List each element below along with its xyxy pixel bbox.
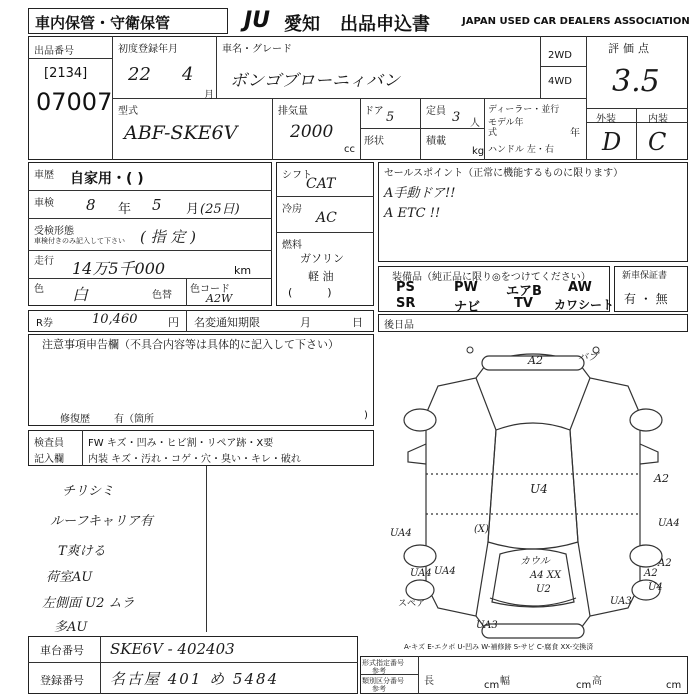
mileage-value: 14万5千000 — [72, 259, 166, 278]
load-unit: kg — [472, 146, 485, 157]
registration-month-unit: 月 — [204, 90, 214, 101]
ac-label: 冷房 — [282, 204, 302, 215]
damage-mark: UA3 — [610, 596, 632, 607]
remark-line: 荷室AU — [46, 570, 93, 585]
remark-line: ルーフキャリア有 — [50, 514, 153, 529]
fuel-label: 燃料 — [282, 240, 302, 251]
damage-mark: A4 XX — [530, 570, 562, 581]
color-value: 白 — [72, 285, 89, 304]
storage-label: 車内保管・守衛保管 — [28, 8, 228, 34]
equipment-sr: SR — [396, 296, 416, 311]
length-unit: cm — [484, 680, 500, 691]
chassis-value: SKE6V - 402403 — [110, 640, 235, 658]
width-unit: cm — [576, 680, 592, 691]
fuel-other: ( ) — [288, 286, 332, 299]
inspection-month: 5 — [152, 196, 162, 214]
damage-mark: バブ — [578, 352, 598, 363]
equipment-seat: カワシート — [554, 298, 615, 312]
remark-line: チリシミ — [62, 484, 115, 499]
name-change-month: 月 — [300, 316, 311, 329]
damage-legend: A-キズ E-エクボ U-凹み W-補修跡 S-サビ C-腐食 XX-交換済 — [404, 643, 594, 651]
capacity-unit: 人 — [470, 118, 480, 129]
inspector-interior-options: 内装 キズ・汚れ・コゲ・穴・臭い・キレ・破れ — [88, 454, 301, 465]
chassis-label: 車台番号 — [40, 644, 84, 657]
receiving-note: 車検付きのみ記入して下さい — [34, 237, 125, 245]
damage-mark: (X) — [474, 524, 489, 535]
equipment-label: 装備品（純正品に限り◎をつけてください） — [392, 272, 591, 283]
handle-label: ハンドル 左・右 — [488, 145, 554, 155]
equipment-aw: AW — [568, 280, 592, 295]
r-ticket-value: 10,460 — [92, 312, 138, 327]
damage-mark: カウル — [520, 556, 550, 567]
inspection-label: 車検 — [34, 198, 54, 209]
load-label: 積載 — [426, 136, 446, 147]
displacement-label: 排気量 — [278, 106, 308, 117]
interior-grade: C — [648, 128, 667, 156]
damage-mark: A2 — [658, 558, 672, 569]
displacement-unit: cc — [344, 144, 355, 155]
damage-mark: A2 — [528, 354, 543, 367]
mileage-label: 走行 — [34, 256, 54, 267]
inspection-day: (25日) — [200, 202, 240, 217]
r-ticket-unit: 円 — [168, 316, 179, 329]
registration-month: 4 — [182, 64, 194, 85]
history-label: 車歴 — [34, 170, 54, 181]
color-label: 色 — [34, 284, 44, 295]
interior-label: 内装 — [648, 114, 668, 125]
damage-mark: UA3 — [476, 620, 498, 631]
sales-point-item: A ETC !! — [384, 206, 441, 221]
shape-label: 形状 — [364, 136, 384, 147]
repair-history-value: 有（箇所 — [114, 414, 154, 425]
height-label: 高 — [592, 676, 602, 687]
receiving-value: ( 指 定 ) — [140, 228, 197, 246]
lot-number: 07007 — [36, 88, 113, 116]
form-title: 出品申込書 — [340, 14, 430, 35]
inspector-exterior-options: FW キズ・凹み・ヒビ割・リペア跡・X要 — [88, 438, 274, 449]
model-year-unit: 年 — [570, 128, 580, 139]
remark-line: T爽ける — [58, 544, 106, 559]
ju-logo: JU — [244, 8, 271, 33]
later-items-block — [378, 314, 688, 332]
equipment-pw: PW — [454, 280, 478, 295]
equipment-ps: PS — [396, 280, 415, 295]
sales-point-item: A手動ドア!! — [384, 186, 456, 201]
class-ref-label: 参考 — [372, 685, 386, 693]
score-value: 3.5 — [612, 64, 660, 99]
2wd-option: 2WD — [548, 50, 572, 61]
damage-mark: U2 — [536, 584, 551, 595]
doors-label: ドア — [364, 106, 384, 117]
damage-mark: U4 — [530, 482, 548, 496]
width-label: 幅 — [500, 676, 510, 687]
equipment-tv: TV — [514, 296, 533, 311]
class-number-label: 類別区分番号 — [362, 677, 404, 685]
spare-label: スペア — [398, 599, 426, 609]
damage-mark: A2 — [644, 568, 658, 579]
repair-history-label: 修復歴 — [60, 414, 90, 425]
spec-number-label: 形式指定番号 — [362, 659, 404, 667]
r-ticket-label: R券 — [36, 318, 53, 329]
ac-value: AC — [316, 210, 337, 226]
name-change-label: 名変通知期限 — [194, 316, 260, 329]
inspection-year-unit: 年 — [118, 202, 132, 217]
shift-value: CAT — [306, 176, 336, 192]
damage-mark: UA4 — [410, 568, 432, 579]
brand-name: 愛知 — [284, 14, 320, 35]
shift-label: シフト — [282, 170, 312, 181]
remark-line: 多AU — [54, 620, 88, 635]
registration-year: 22 — [128, 64, 151, 85]
inspector-entry-label: 記入欄 — [34, 454, 64, 465]
damage-mark: A2 — [654, 472, 669, 485]
fuel-diesel: 軽 油 — [308, 270, 334, 283]
doors-value: 5 — [386, 110, 395, 125]
inspection-year: 8 — [86, 196, 96, 214]
lot-label: 出品番号 — [34, 46, 74, 57]
capacity-label: 定員 — [426, 106, 446, 117]
remark-line: 左側面 U2 ムラ — [42, 596, 135, 611]
equipment-navi: ナビ — [454, 300, 481, 315]
car-name-value: ボンゴブローニィバン — [230, 71, 400, 91]
inspection-month-unit: 月 — [186, 202, 200, 217]
warranty-label: 新車保証書 — [622, 271, 668, 281]
notes-label: 注意事項申告欄（不具合内容等は具体的に記入して下さい） — [42, 338, 339, 351]
dealer-label: ディーラー・並行 — [488, 105, 560, 115]
model-label: 型式 — [118, 106, 138, 117]
later-items-label: 後日品 — [384, 320, 414, 331]
damage-mark: UA4 — [390, 528, 412, 539]
car-name-label: 車名・グレード — [222, 44, 292, 55]
exterior-grade: D — [602, 128, 622, 156]
height-unit: cm — [666, 680, 682, 691]
plate-value: 名古屋 401 め 5484 — [110, 670, 280, 688]
exterior-label: 外装 — [596, 114, 616, 125]
registration-label: 初度登録年月 — [118, 44, 178, 55]
score-label: 評価点 — [608, 42, 653, 55]
name-change-day: 日 — [352, 316, 363, 329]
equipment-airbag: エアB — [506, 284, 542, 299]
damage-mark: U4 — [648, 582, 663, 593]
damage-mark: UA4 — [434, 566, 456, 577]
sales-points-label: セールスポイント（正常に機能するものに限ります） — [384, 168, 624, 179]
lot-sub-number: [2134] — [44, 66, 88, 81]
displacement-value: 2000 — [290, 122, 334, 142]
association-name: JAPAN USED CAR DEALERS ASSOCIATION — [462, 16, 690, 27]
length-label: 長 — [424, 676, 434, 687]
4wd-option: 4WD — [548, 76, 572, 87]
warranty-value: 有 ・ 無 — [624, 292, 668, 306]
fuel-gasoline: ガソリン — [300, 252, 344, 265]
color-change-label: 色替 — [152, 290, 172, 301]
model-year-label: モデル年式 — [488, 118, 524, 138]
plate-label: 登録番号 — [40, 674, 84, 687]
spec-block — [360, 656, 688, 694]
model-value: ABF-SKE6V — [124, 122, 238, 144]
history-value: 自家用・( ) — [70, 171, 144, 187]
inspector-label: 検査員 — [34, 438, 64, 449]
damage-mark: UA4 — [658, 518, 680, 529]
color-code-label: 色コード — [190, 284, 230, 295]
receiving-label: 受検形態 — [34, 226, 74, 237]
capacity-value: 3 — [452, 110, 461, 125]
spec-ref-label: 参考 — [372, 667, 386, 675]
color-code-value: A2W — [206, 292, 233, 305]
mileage-unit: km — [234, 264, 252, 277]
